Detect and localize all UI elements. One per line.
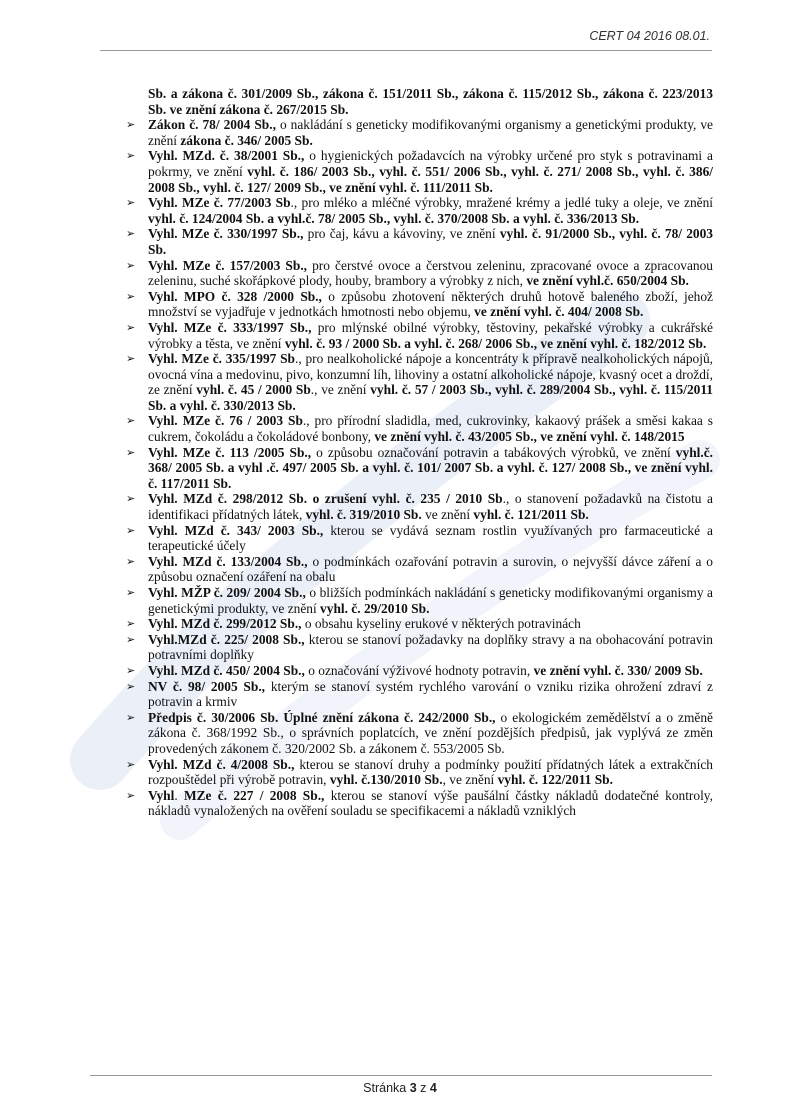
page-number [0, 1081, 800, 1095]
regulation-description: o podmínkách ozařování potravin a surovin, o nejvyšší dávce záření a o způsobu označení ozáření na obalu [148, 553, 713, 585]
regulation-citation: Vyhl. MZe č. 330/1997 Sb., [148, 226, 304, 242]
regulation-citation: Vyhl. MŽP č. 209/ 2004 Sb., [148, 585, 306, 600]
regulation-description: ., pro nealkoholické nápoje a koncentráty k přípravě nealkoholických nápojů, ovocná vína a medovinu, pivo, konzumní líh, lihoviny a ostatní alkoholické nápoje, kvasný ocet a droždí, ze znění [148, 351, 714, 398]
regulation-citation: Vyhl. MZe č. 113 /2005 Sb., [148, 444, 312, 460]
regulation-citation: Vyhl. MZe č. 157/2003 Sb., [148, 257, 308, 273]
regulation-citation: Vyhl. MZd č. 450/ 2004 Sb., [148, 662, 305, 678]
page-separator: z [416, 1081, 430, 1095]
regulation-citation: vyhl.č. 368/ 2005 Sb. a vyhl .č. 497/ 2005 Sb. a vyhl. č. 101/ 2007 Sb. a vyhl. č. 127/ 2008 Sb., ve znění vyhl. č. 117/2011 Sb. [148, 444, 713, 491]
list-item [148, 195, 713, 226]
regulation-citation: Zákon č. 78/ 2004 Sb., [148, 117, 276, 133]
regulation-description: kterou se vydává seznam rostlin využívaných pro farmaceutické a terapeutické účely [148, 522, 714, 554]
regulation-description: pro čaj, kávu a kávoviny, ve znění [303, 226, 500, 242]
list-item [148, 554, 713, 585]
regulation-citation: Sb. a zákona č. 301/2009 Sb., zákona č. 151/2011 Sb., zákona č. 115/2012 Sb., zákona č. 223/2013 Sb. ve znění zákona č. 267/2015 Sb. [148, 86, 713, 117]
regulation-citation: zákona č. 346/ 2005 Sb. [180, 132, 313, 148]
regulation-citation: vyhl. č. 45 / 2000 Sb [196, 382, 311, 398]
list-item [148, 226, 713, 257]
list-item [148, 258, 713, 289]
list-item [148, 445, 713, 492]
regulation-description: . [174, 787, 184, 803]
list-item [148, 413, 713, 444]
regulation-description: o způsobu zhotovení některých druhů hotově baleného zboží, jehož množství se vyjadřuje v jednotkách hmotnosti nebo objemu, [148, 288, 714, 320]
regulation-citation: vyhl. č. 122/2011 Sb. [497, 772, 613, 788]
regulation-citation: vyhl. č.130/2010 Sb. [329, 772, 443, 788]
regulation-description: kterou se stanoví výše paušální částky nákladů dodatečné kontroly, nákladů vynaložených na ověření souladu se specifikacemi a nákladů vzniklých [148, 787, 713, 819]
regulation-citation: vyhl. č. 319/2010 Sb. [305, 507, 422, 523]
regulation-citation: vyhl. č. 29/2010 Sb. [320, 600, 430, 616]
regulation-description: kterým se stanoví systém rychlého varování o vzniku rizika ohrožení zdraví z potravin a krmiv [148, 678, 714, 710]
header-divider [100, 50, 712, 51]
regulation-description: pro mlýnské obilné výrobky, těstoviny, pekařské výrobky a cukrářské výrobky a těsta, ve znění [148, 319, 714, 351]
list-item [148, 523, 713, 554]
regulation-citation: Vyhl. MZe č. 77/2003 Sb [148, 195, 291, 211]
page-label: Stránka [363, 1081, 410, 1095]
regulation-description: pro čerstvé ovoce a čerstvou zeleninu, zpracované ovoce a zpracovanou zeleninu, suché skořápkové plody, houby, brambory a výrobky z nich, [148, 257, 713, 289]
regulation-description: ve znění [421, 507, 474, 523]
regulation-citation: Vyhl. MZe č. 333/1997 Sb., [148, 319, 312, 335]
regulation-citation: vyhl. č. 186/ 2003 Sb., vyhl. č. 551/ 2006 Sb., vyhl. č. 271/ 2008 Sb., vyhl. č. 386/ 2008 Sb., vyhl. č. 127/ 2009 Sb., ve znění vyhl. č. 111/2011 Sb. [148, 163, 713, 195]
regulation-list [148, 86, 713, 819]
list-item [148, 616, 713, 632]
list-item [148, 585, 713, 616]
regulation-description: o obsahu kyseliny erukové v některých potravinách [301, 616, 581, 632]
regulation-citation: vyhl. č. 57 / 2003 Sb., vyhl. č. 289/2004 Sb., vyhl. č. 115/2011 Sb. a vyhl. č. 330/2013 Sb. [148, 382, 714, 413]
list-item [148, 148, 713, 195]
list-item [148, 663, 713, 679]
list-item [148, 632, 713, 663]
page-current: 3 [409, 1081, 417, 1095]
regulation-description: ., o stanovení požadavků na čistotu a identifikaci přídatných látek, [148, 491, 713, 523]
regulation-description: ., pro mléko a mléčné výrobky, mražené krémy a jedlé tuky a oleje, ve znění [290, 195, 714, 211]
list-item [148, 86, 713, 117]
regulation-citation: Vyhl. MPO č. 328 /2000 Sb., [148, 288, 322, 304]
list-item [148, 757, 713, 788]
regulation-citation: vyhl. č. 124/2004 Sb. a vyhl.č. 78/ 2005 Sb., vyhl. č. 370/2008 Sb. a vyhl. č. 336/2013 Sb. [148, 210, 640, 226]
regulation-description: ., pro přírodní sladidla, med, cukrovinky, kakaový prášek a směsi kakaa s cukrem, čokoládu a čokoládové bonbony, [148, 413, 713, 445]
regulation-citation: Vyhl.MZd č. 225/ 2008 Sb., [148, 631, 305, 647]
regulation-citation: vyhl. č. 121/2011 Sb. [473, 507, 589, 523]
regulation-citation: ve znění vyhl.č. 650/2004 Sb. [526, 273, 689, 289]
regulation-citation: NV č. 98/ 2005 Sb., [148, 678, 266, 694]
list-item [148, 710, 713, 757]
regulation-citation: Vyhl. MZd č. 4/2008 Sb., [148, 756, 295, 772]
regulation-description: o bližších podmínkách nakládání s geneticky modifikovanými organismy a genetickými produkty, ve znění [148, 585, 713, 616]
regulation-citation: ve znění vyhl. č. 330/ 2009 Sb. [533, 662, 703, 678]
list-item [148, 289, 713, 320]
document-code: CERT 04 2016 08.01. [589, 29, 710, 43]
regulation-citation: MZe č. 227 / 2008 Sb., [183, 787, 325, 803]
regulation-description: kterou se stanoví druhy a podmínky použití přídatných látek a extrakčních rozpouštědel při výrobě potravin, [148, 756, 713, 788]
regulation-citation: ve znění vyhl. č. 43/2005 Sb., ve znění vyhl. č. 148/2015 [374, 429, 685, 445]
page-total: 4 [429, 1081, 437, 1095]
list-item [148, 491, 713, 522]
regulation-description: kterou se stanoví požadavky na doplňky stravy a na obohacování potravin potravními doplňky [148, 631, 713, 663]
regulation-description: o ekologickém zemědělství a o změně zákona č. 368/1992 Sb., o správních poplatcích, ve znění pozdějších předpisů, jak vyplývá ze změn provedených zákonem č. 320/2002 Sb. a zákonem č. 553/2005 Sb. [148, 709, 713, 756]
list-item [148, 679, 713, 710]
regulation-citation: Vyhl. MZd č. 133/2004 Sb., [148, 553, 308, 569]
regulation-citation: Vyhl. MZd č. 343/ 2003 Sb., [148, 522, 324, 538]
regulation-description: o označování výživové hodnoty potravin, [304, 662, 534, 678]
regulation-citation: vyhl. č. 93 / 2000 Sb. a vyhl. č. 268/ 2006 Sb., ve znění vyhl. č. 182/2012 Sb. [284, 335, 707, 351]
regulation-description: , ve znění [442, 772, 498, 788]
regulation-description: o hygienických požadavcích na výrobky určené pro styk s potravinami a pokrmy, ve znění [148, 148, 713, 179]
list-item [148, 788, 713, 819]
regulation-citation: Vyhl. MZe č. 335/1997 Sb [148, 351, 296, 367]
regulation-citation: Předpis č. 30/2006 Sb. Úplné znění zákona č. 242/2000 Sb., [148, 709, 496, 725]
regulation-citation: Vyhl. MZd č. 299/2012 Sb., [148, 616, 302, 632]
regulation-citation: Vyhl. MZe č. 76 / 2003 Sb [148, 413, 303, 429]
regulation-description: o nakládání s geneticky modifikovanými organismy a genetickými produkty, ve znění [148, 117, 713, 148]
regulation-citation: ve znění vyhl. č. 404/ 2008 Sb. [474, 304, 644, 320]
regulation-citation: Vyhl. MZd č. 298/2012 Sb. o zrušení vyhl. č. 235 / 2010 Sb [148, 491, 503, 507]
regulation-citation: vyhl. č. 91/2000 Sb., vyhl. č. 78/ 2003 Sb. [148, 226, 714, 257]
list-item [148, 320, 713, 351]
list-item [148, 351, 713, 413]
footer-divider [90, 1075, 712, 1076]
regulation-description: ., ve znění [310, 382, 371, 398]
regulation-citation: Vyhl. MZd. č. 38/2001 Sb., [148, 148, 305, 164]
list-item [148, 117, 713, 148]
regulation-citation: Vyhl [148, 787, 175, 803]
regulation-description: o způsobu označování potravin a tabákových výrobků, ve znění [311, 444, 676, 460]
